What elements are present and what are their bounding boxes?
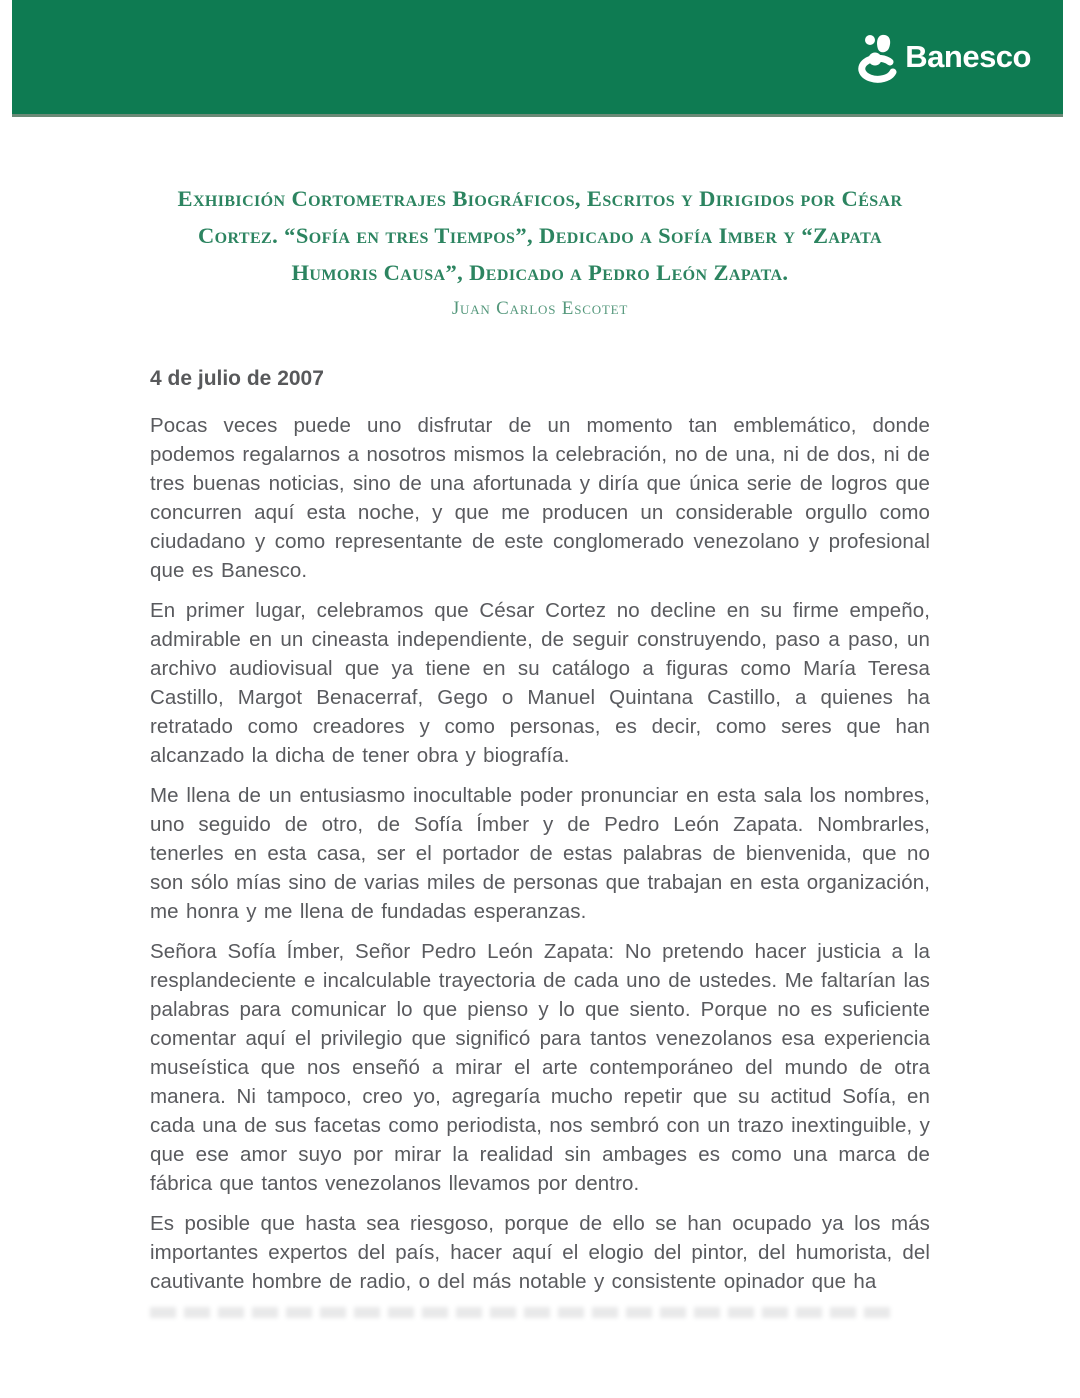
banesco-wordmark: Banesco: [905, 39, 1031, 74]
banesco-logo: [858, 31, 1031, 83]
title-line-2: Cortez. “Sofía en tres Tiempos”, Dedicado a Sofía Imber y “Zapata: [198, 223, 882, 248]
title-line-3: Humoris Causa”, Dedicado a Pedro León Zapata.: [291, 260, 789, 285]
paragraph-4: Señora Sofía Ímber, Señor Pedro León Zapata: No pretendo hacer justicia a la resplandeciente e incalculable trayectoria de cada uno de ustedes. Me faltarían las palabras para comunicar lo que pienso y lo que siento. Porque no es suficiente comentar aquí el privilegio que significó para tantos venezolanos esa experiencia museística que nos enseñó a mirar el arte contemporáneo del mundo de otra manera. Ni tampoco, creo yo, agregaría mucho repetir que su actitud Sofía, en cada una de sus facetas como periodista, nos sembró con un trazo inextinguible, y que ese amor suyo por mirar la realidad sin ambages es como una marca de fábrica que tantos venezolanos llevamos por dentro.: [150, 940, 930, 1195]
author-byline: Juan Carlos Escotet: [451, 298, 629, 319]
header-banner: [12, 0, 1063, 117]
cropped-text-remnant: [150, 1307, 892, 1318]
document-content: [150, 180, 930, 1318]
paragraph-5: Es posible que hasta sea riesgoso, porque de ello se han ocupado ya los más importantes expertos del país, hacer aquí el elogio del pintor, del humorista, del cautivante hombre de radio, o del más notable y consistente opinador que ha: [150, 1212, 930, 1293]
paragraph-3: Me llena de un entusiasmo inocultable poder pronunciar en esta sala los nombres, uno seguido de otro, de Sofía Ímber y de Pedro León Zapata. Nombrarles, tenerles en esta casa, ser el portador de estas palabras de bienvenida, que no son sólo mías sino de varias miles de personas que trabajan en esta organización, me honra y me llena de fundadas esperanzas.: [150, 784, 930, 923]
paragraph-2: En primer lugar, celebramos que César Cortez no decline en su firme empeño, admirable en un cineasta independiente, de seguir construyendo, paso a paso, un archivo audiovisual que ya tiene en su catálogo a figuras como María Teresa Castillo, Margot Benacerraf, Gego o Manuel Quintana Castillo, a quienes ha retratado como creadores y como personas, es decir, como seres que han alcanzado la dicha de tener obra y biografía.: [150, 599, 930, 767]
document-date: 4 de julio de 2007: [150, 367, 324, 390]
document-body: [150, 411, 930, 1318]
title-line-1: Exhibición Cortometrajes Biográficos, Escritos y Dirigidos por César: [177, 186, 903, 211]
document-title: [150, 180, 930, 291]
banesco-person-icon: [858, 31, 900, 83]
paragraph-1: Pocas veces puede uno disfrutar de un momento tan emblemático, donde podemos regalarnos a nosotros mismos la celebración, no de una, ni de dos, ni de tres buenas noticias, sino de una afortunada y diría que única serie de logros que concurren aquí esta noche, y que me producen un considerable orgullo como ciudadano y como representante de este conglomerado venezolano y profesional que es Banesco.: [150, 414, 930, 582]
